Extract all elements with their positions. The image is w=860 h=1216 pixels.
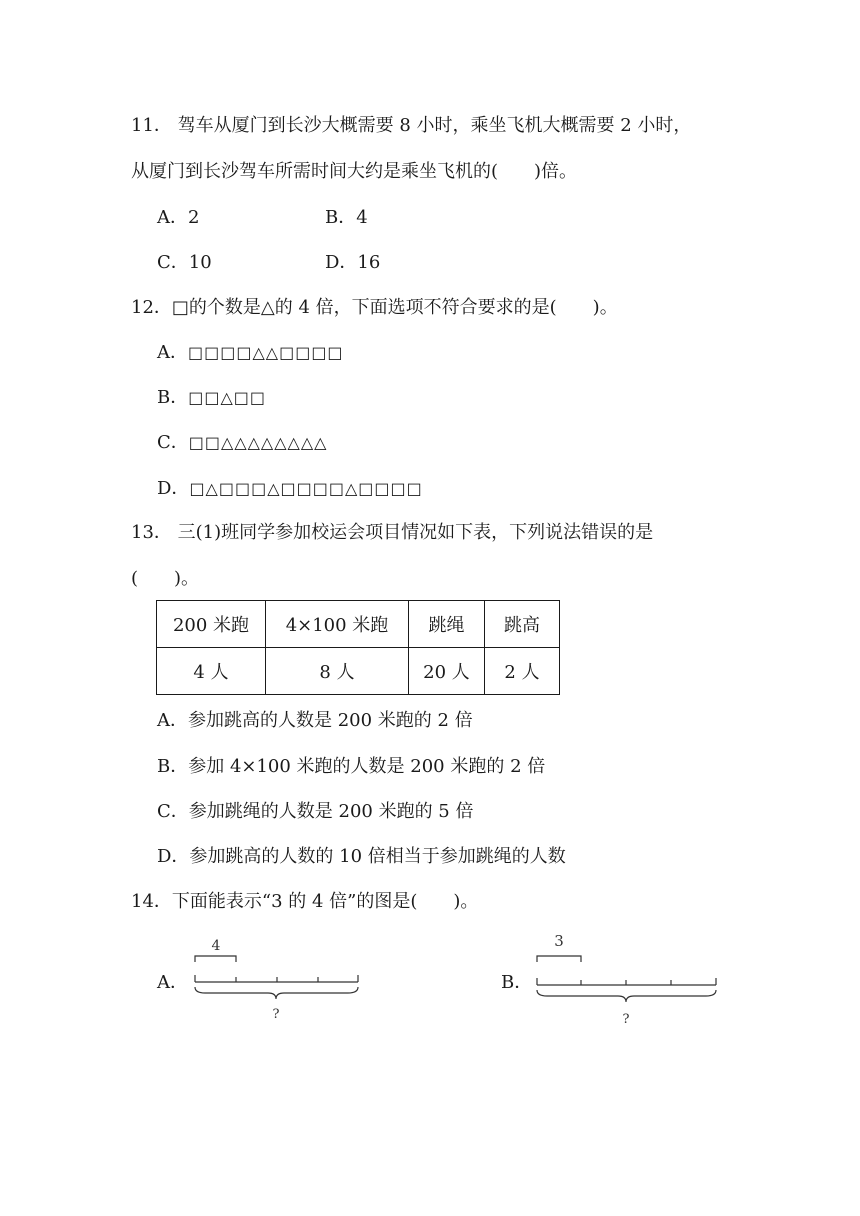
diagram-b-segment-label: 3: [554, 932, 564, 950]
table-cell: 2 人: [485, 648, 560, 695]
q11-line-1: 11． 驾车从厦门到长沙大概需要 8 小时，乘坐飞机大概需要 2 小时，: [131, 115, 692, 136]
q12-option-a[interactable]: [157, 341, 344, 365]
q13-line-1: 13． 三(1)班同学参加校运会项目情况如下表，下列说法错误的是: [131, 522, 654, 543]
q14-option-b-diagram[interactable]: [522, 926, 732, 1036]
table-cell: 4 人: [157, 648, 266, 695]
q12-option-c-shapes: □□△△△△△△△△: [188, 433, 328, 452]
table-header-cell: 跳高: [485, 601, 560, 648]
q12-stem: 12．□的个数是△的 4 倍，下面选项不符合要求的是( )。: [131, 297, 618, 318]
sports-table: [156, 600, 560, 695]
q11-option-b[interactable]: B．4: [325, 207, 368, 228]
diagram-a-segment-label: 4: [211, 938, 221, 954]
diagram-a-total-label: ?: [272, 1007, 280, 1022]
segment-diagram-b: [522, 926, 732, 1031]
table-cell: 20 人: [409, 648, 485, 695]
q13-option-c[interactable]: C．参加跳绳的人数是 200 米跑的 5 倍: [157, 801, 474, 822]
q11-option-d[interactable]: D．16: [325, 252, 381, 273]
q12-option-b-shapes: □□△□□: [188, 388, 267, 407]
diagram-b-top-bracket: [537, 956, 581, 962]
q12-option-b[interactable]: [157, 386, 266, 410]
q13-line-2: ( )。: [131, 568, 200, 589]
table-header-cell: 4×100 米跑: [266, 601, 409, 648]
q12-option-d[interactable]: [157, 477, 423, 501]
q12-option-c[interactable]: [157, 431, 327, 455]
table-cell: 8 人: [266, 648, 409, 695]
table-header-row: [157, 601, 560, 648]
q14-option-a-letter[interactable]: A．: [157, 972, 188, 993]
segment-diagram-a: [180, 930, 380, 1030]
q12-option-d-shapes: □△□□□△□□□□△□□□□: [189, 479, 423, 498]
diagram-a-top-bracket: [195, 956, 236, 962]
q11-option-a[interactable]: A．2: [157, 207, 200, 228]
diagram-b-bottom-brace: [537, 990, 716, 1002]
q11-line-2: 从厦门到长沙驾车所需时间大约是乘坐飞机的( )倍。: [131, 161, 578, 182]
q12-option-d-letter: D．: [157, 478, 190, 499]
diagram-b-total-label: ?: [622, 1012, 630, 1027]
q12-option-a-shapes: □□□□△△□□□□: [188, 343, 344, 362]
q12-option-c-letter: C．: [157, 432, 189, 453]
q13-option-d[interactable]: D．参加跳高的人数的 10 倍相当于参加跳绳的人数: [157, 846, 566, 867]
table-header-cell: 200 米跑: [157, 601, 266, 648]
q13-option-b[interactable]: B．参加 4×100 米跑的人数是 200 米跑的 2 倍: [157, 756, 546, 777]
q13-option-a[interactable]: A．参加跳高的人数是 200 米跑的 2 倍: [157, 710, 473, 731]
q12-option-b-letter: B．: [157, 387, 189, 408]
q12-option-a-letter: A．: [157, 342, 188, 363]
q14-stem: 14．下面能表示“3 的 4 倍”的图是( )。: [131, 891, 479, 912]
table-header-cell: 跳绳: [409, 601, 485, 648]
q14-option-b-letter[interactable]: B．: [501, 972, 533, 993]
diagram-a-bottom-brace: [195, 987, 358, 999]
table-row: [157, 648, 560, 695]
q14-option-a-diagram[interactable]: [180, 930, 380, 1035]
q11-option-c[interactable]: C．10: [157, 252, 212, 273]
